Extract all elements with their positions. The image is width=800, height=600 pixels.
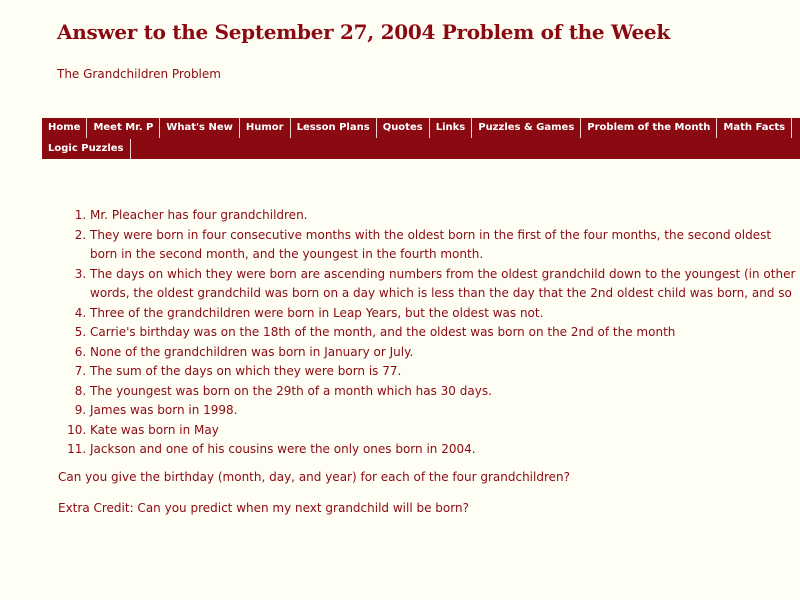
nav-meet-mr-p-link[interactable]: Meet Mr. P	[87, 118, 160, 138]
page-subtitle: The Grandchildren Problem	[57, 67, 221, 81]
clue-text-continued: words, the oldest grandchild was born on a day which is less than the day that the 2nd oldest child was born, and so	[90, 286, 792, 300]
clue-item	[90, 265, 800, 304]
clue-item	[90, 401, 800, 421]
clue-text: The sum of the days on which they were born is 77.	[90, 364, 402, 378]
clue-text: Three of the grandchildren were born in Leap Years, but the oldest was not.	[90, 305, 544, 320]
clue-item	[90, 421, 800, 441]
clue-text: Jackson and one of his cousins were the only ones born in 2004.	[90, 442, 476, 456]
problem-content	[58, 206, 800, 519]
clue-item	[90, 362, 800, 382]
clue-text-continued: born in the second month, and the youngest in the fourth month.	[90, 247, 484, 261]
nav-humor-link[interactable]: Humor	[240, 118, 291, 138]
clue-item	[90, 382, 800, 402]
nav-lesson-plans-link[interactable]: Lesson Plans	[291, 118, 377, 138]
clue-item	[90, 304, 800, 324]
nav-puzzles-games-link[interactable]: Puzzles & Games	[472, 118, 581, 138]
clue-text: The days on which they were born are ascending numbers from the oldest grandchild down to the youngest (in other	[90, 266, 796, 281]
nav-quotes-link[interactable]: Quotes	[377, 118, 430, 138]
clue-text: Mr. Pleacher has four grandchildren.	[90, 208, 308, 222]
clue-item	[90, 323, 800, 343]
question-text: Can you give the birthday (month, day, and year) for each of the four grandchildren?	[58, 469, 570, 484]
nav-row-2	[42, 139, 800, 159]
clue-text: None of the grandchildren was born in January or July.	[90, 344, 414, 359]
nav-math-facts-link[interactable]: Math Facts	[717, 118, 792, 138]
extra-credit-text: Extra Credit: Can you predict when my next grandchild will be born?	[58, 501, 469, 515]
page-title: Answer to the September 27, 2004 Problem of the Week	[57, 20, 670, 44]
clue-list	[58, 206, 800, 460]
nav-links-link[interactable]: Links	[430, 118, 473, 138]
nav-row-1	[42, 118, 800, 138]
clue-item	[90, 206, 800, 226]
clue-text: Carrie's birthday was on the 18th of the month, and the oldest was born on the 2nd of the month	[90, 325, 676, 339]
clue-text: James was born in 1998.	[90, 403, 238, 417]
clue-text: The youngest was born on the 29th of a month which has 30 days.	[90, 383, 492, 398]
nav-home-link[interactable]: Home	[42, 118, 87, 138]
navigation-bar	[42, 118, 800, 159]
clue-text: They were born in four consecutive months with the oldest born in the first of the four months, the second oldest	[90, 227, 772, 242]
nav-problem-of-the-month-link[interactable]: Problem of the Month	[581, 118, 717, 138]
clue-text: Kate was born in May	[90, 422, 219, 437]
clue-item	[90, 440, 800, 460]
nav-whats-new-link[interactable]: What's New	[160, 118, 240, 138]
nav-logic-puzzles-link[interactable]: Logic Puzzles	[42, 139, 131, 159]
clue-item	[90, 343, 800, 363]
clue-item	[90, 226, 800, 265]
